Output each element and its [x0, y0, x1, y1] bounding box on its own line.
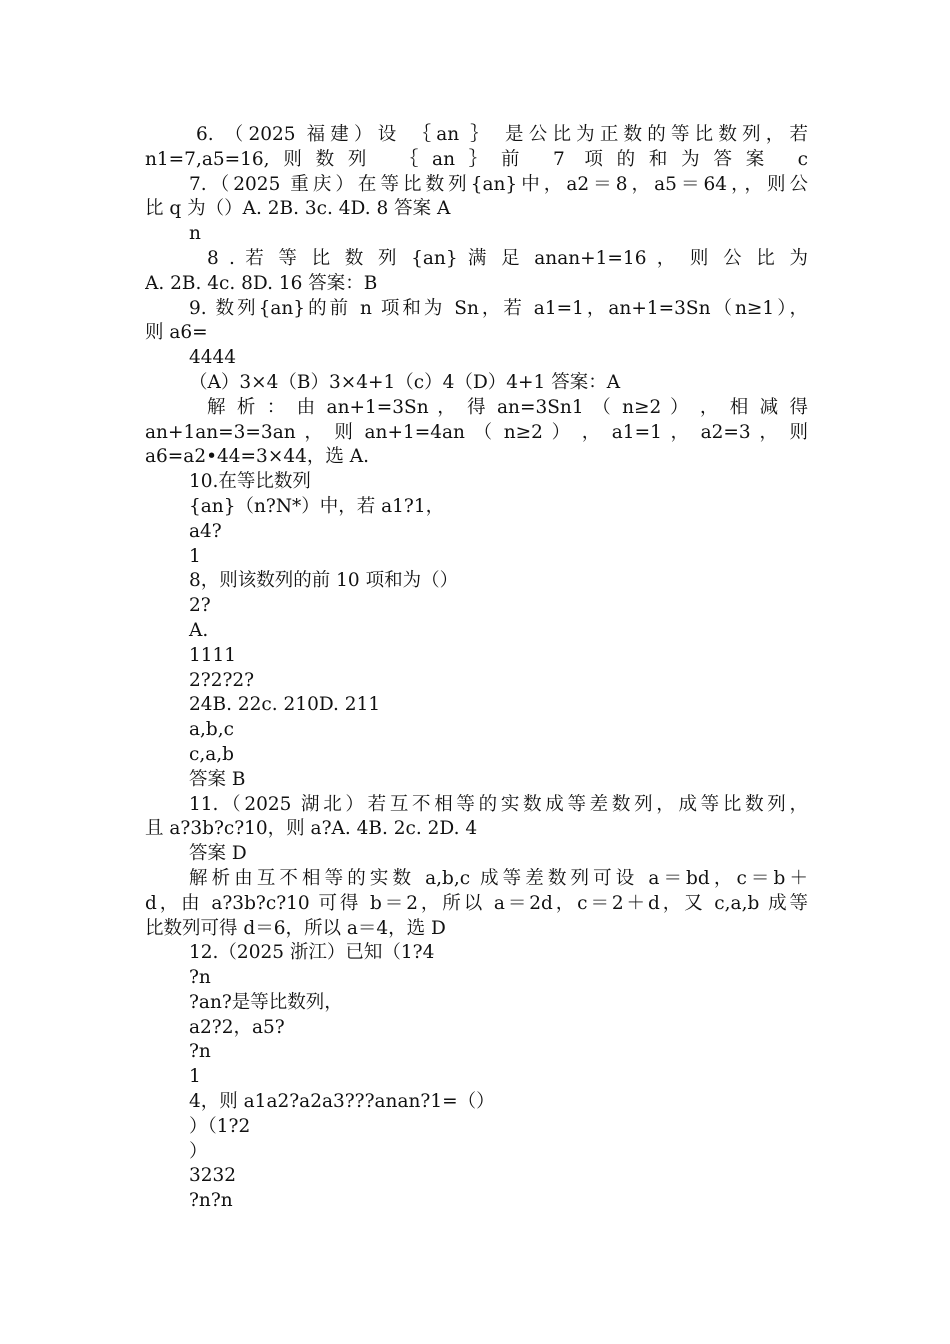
text-line: 4，则 a1a2?a2a3???anan?1=（）: [189, 1091, 495, 1113]
text-line: a4?: [189, 520, 222, 542]
text-line: 8，则该数列的前 10 项和为（）: [189, 570, 459, 592]
text-line: c,a,b: [189, 743, 234, 765]
text-line: 且 a?3b?c?10，则 a?A. 4B. 2c. 2D. 4: [145, 818, 478, 840]
text-line: 1111: [189, 644, 237, 666]
text-line: ）（1?2: [189, 1115, 251, 1137]
text-line: a6=a2•44=3×44，选 A.: [145, 446, 369, 468]
text-line: n1=7,a5=16,则数列 ｛an｝前 7 项的和为答案 c: [145, 148, 808, 170]
text-line: 9. 数列{an}的前 n 项和为 Sn，若 a1=1，an+1=3Sn（n≥1），: [189, 297, 808, 319]
text-line: 24B. 22c. 210D. 211: [189, 694, 381, 716]
text-line: 2?2?2?: [189, 669, 255, 691]
text-line: ?n: [189, 1041, 211, 1063]
text-line: A. 2B. 4c. 8D. 16 答案：B: [145, 272, 378, 294]
text-line: 10.在等比数列: [189, 471, 311, 493]
text-line: 12.（2025 浙江）已知（1?4: [189, 942, 435, 964]
text-line: 答案 B: [189, 768, 246, 790]
text-line: ）: [189, 1140, 208, 1162]
text-line: （A）3×4（B）3×4+1（c）4（D）4+1 答案：A: [189, 371, 621, 393]
text-line: ?n: [189, 967, 211, 989]
text-line: ?n?n: [189, 1190, 233, 1212]
text-line: a,b,c: [189, 719, 234, 741]
text-line: 答案 D: [189, 843, 247, 865]
text-line: 解析由互不相等的实数 a,b,c 成等差数列可设 a＝bd，c＝b＋: [189, 867, 808, 889]
text-line: an+1an=3=3an ， 则 an+1=4an （ n≥2 ） ， a1=1 ， a2=3 ， 则: [145, 421, 808, 443]
text-line: 11.（2025 湖北）若互不相等的实数成等差数列，成等比数列，: [189, 793, 808, 815]
text-line: 4444: [189, 347, 237, 369]
text-line: 1: [189, 1066, 201, 1088]
text-line: 2?: [189, 595, 211, 617]
text-line: a2?2，a5?: [189, 1016, 285, 1038]
text-line: A.: [189, 619, 209, 641]
text-line: 则 a6=: [145, 322, 208, 344]
text-line: d，由 a?3b?c?10 可得 b＝2，所以 a＝2d，c＝2＋d，又 c,a,b 成等: [145, 892, 808, 914]
text-line: ?an?是等比数列，: [189, 991, 343, 1013]
document-body: [145, 123, 808, 1214]
text-line: {an}（n?N*）中，若 a1?1，: [189, 495, 445, 517]
text-line: 1: [189, 545, 201, 567]
text-line: n: [189, 223, 201, 245]
text-line: 7.（2025 重庆）在等比数列{an}中，a2＝8，a5＝64，，则公: [189, 173, 808, 195]
text-line: 6. （2025 福建）设 ｛an ｝ 是公比为正数的等比数列，若: [196, 124, 808, 145]
text-line: 比 q 为（）A. 2B. 3c. 4D. 8 答案 A: [145, 198, 451, 220]
text-line: 比数列可得 d＝6，所以 a＝4，选 D: [145, 917, 446, 939]
text-line: 3232: [189, 1165, 237, 1187]
text-line: 8 . 若 等 比 数 列 {an} 满 足 anan+1=16 ， 则 公 比 为: [207, 247, 808, 269]
text-line: 解 析 ： 由 an+1=3Sn ， 得 an=3Sn1 （ n≥2 ） ， 相 减 得: [207, 396, 808, 418]
